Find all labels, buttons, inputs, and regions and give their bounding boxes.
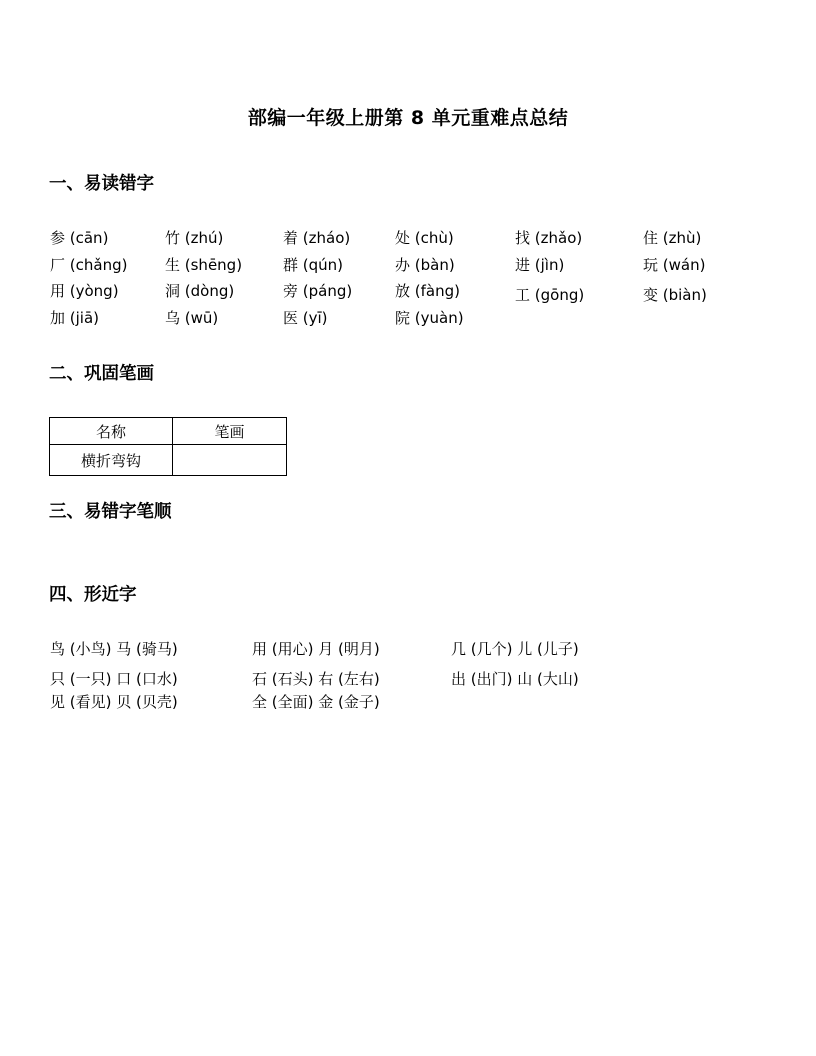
stroke-table-header-stroke: 笔画 <box>173 418 287 445</box>
character-entry: 用 (yòng) <box>50 282 119 300</box>
misread-column-5 <box>515 225 643 331</box>
misread-column-6 <box>643 225 707 331</box>
character-pair: 鸟 (小鸟) 马 (骑马) <box>50 640 178 658</box>
character-entry: 住 (zhù) <box>643 229 702 247</box>
character-entry: 生 (shēng) <box>165 255 243 274</box>
character-entry: 加 (jiā) <box>50 308 99 327</box>
character-pair: 只 (一只) 口 (口水) <box>50 670 178 688</box>
character-entry: 医 (yī) <box>283 308 328 327</box>
character-pair: 出 (出门) 山 (大山) <box>451 670 579 688</box>
character-entry: 群 (qún) <box>283 255 344 274</box>
character-entry: 变 (biàn) <box>643 286 707 304</box>
misread-column-3 <box>283 225 395 331</box>
section-heading-strokes: 二、巩固笔画 <box>49 364 154 384</box>
character-entry: 竹 (zhú) <box>165 229 224 247</box>
document-title: 部编一年级上册第 8 单元重难点总结 <box>247 107 569 129</box>
misread-column-4 <box>395 225 515 331</box>
character-entry: 旁 (páng) <box>283 282 353 300</box>
section-heading-stroke-order: 三、易错字笔顺 <box>49 502 172 522</box>
section-heading-similar: 四、形近字 <box>49 585 137 605</box>
character-entry: 处 (chù) <box>395 229 454 247</box>
character-entry: 工 (gōng) <box>515 286 585 304</box>
stroke-table-header-name: 名称 <box>50 418 173 445</box>
character-entry: 放 (fàng) <box>395 282 460 300</box>
character-entry: 乌 (wū) <box>165 308 219 327</box>
character-entry: 着 (zháo) <box>283 229 351 247</box>
character-entry: 洞 (dòng) <box>165 282 235 300</box>
stroke-table-header-row <box>50 418 287 445</box>
character-entry: 办 (bàn) <box>395 255 455 274</box>
character-pair: 见 (看见) 贝 (贝壳) <box>50 693 178 711</box>
misread-column-1 <box>50 225 165 331</box>
character-entry: 找 (zhǎo) <box>515 229 583 247</box>
character-entry: 院 (yuàn) <box>395 308 464 327</box>
similar-column-3 <box>451 638 579 714</box>
misread-column-2 <box>165 225 283 331</box>
character-entry: 进 (jìn) <box>515 255 565 274</box>
similar-characters-grid <box>50 638 816 714</box>
character-entry: 厂 (chǎng) <box>50 255 128 274</box>
character-entry: 玩 (wán) <box>643 255 706 274</box>
character-pair: 用 (用心) 月 (明月) <box>252 640 380 658</box>
similar-column-2 <box>252 638 451 714</box>
stroke-glyph-cell <box>173 445 287 476</box>
section-heading-misread: 一、易读错字 <box>49 174 154 194</box>
misread-characters-grid <box>50 225 816 331</box>
stroke-table-row <box>50 445 287 476</box>
stroke-table <box>49 417 287 476</box>
character-entry: 参 (cān) <box>50 229 109 247</box>
character-pair: 石 (石头) 右 (左右) <box>252 670 380 688</box>
similar-column-1 <box>50 638 252 714</box>
character-pair: 几 (几个) 儿 (儿子) <box>451 640 579 658</box>
stroke-name-cell: 横折弯钩 <box>50 445 173 476</box>
character-pair: 全 (全面) 金 (金子) <box>252 693 380 711</box>
